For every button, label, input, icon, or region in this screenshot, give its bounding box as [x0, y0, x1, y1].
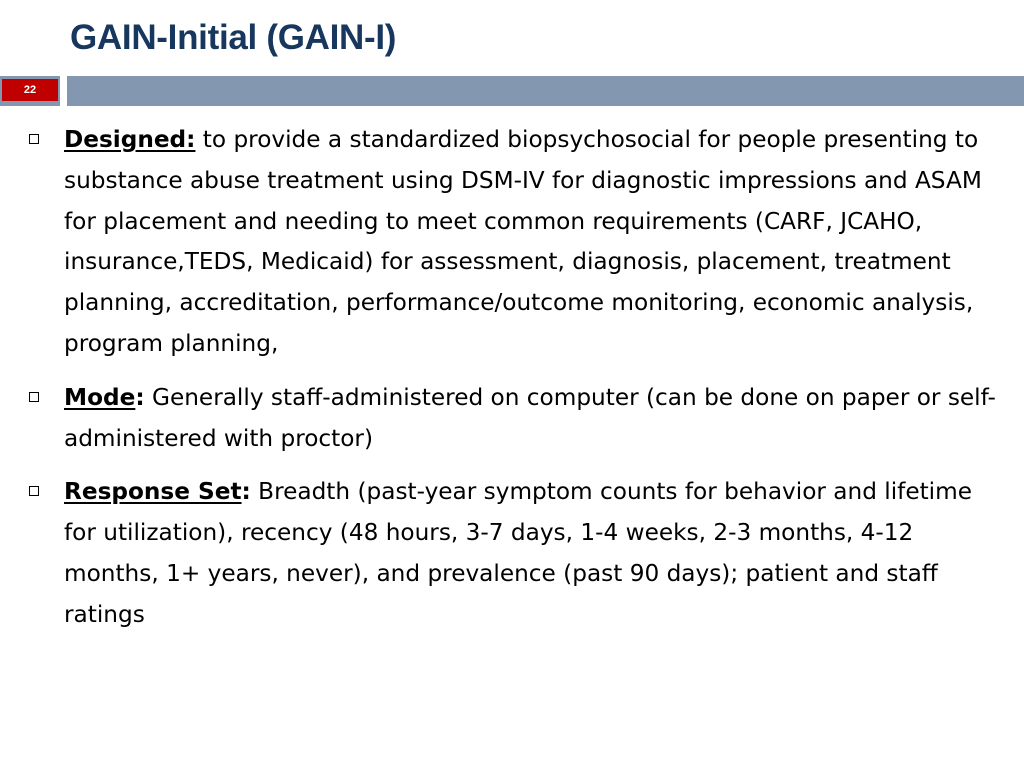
header-rule [0, 76, 1024, 106]
hollow-square-bullet-icon [29, 486, 39, 496]
slide-title: GAIN-Initial (GAIN-I) [70, 18, 397, 57]
bullet-list [28, 120, 1003, 649]
hollow-square-bullet-icon [29, 392, 39, 402]
bullet-colon: : [135, 383, 145, 411]
header-rule-left [0, 76, 60, 106]
bullet-text: Generally staff-administered on computer (can be done on paper or self-administered with proctor) [64, 383, 996, 452]
bullet-term: Response Set [64, 478, 242, 506]
hollow-square-bullet-icon [29, 134, 39, 144]
bullet-colon: : [241, 478, 251, 506]
bullet-term: Designed: [64, 126, 196, 153]
bullet-designed [28, 120, 1003, 365]
bullet-text: to provide a standardized biopsychosocial for people presenting to substance abuse treatment using DSM-IV for diagnostic impressions and ASAM for placement and needing to meet common requirements (CARF, JCAHO, insurance,TEDS, Medicaid) for assessment, diagnosis, placement, treatment planning, accreditation, performance/outcome monitoring, economic analysis, program planning, [64, 126, 982, 357]
bullet-response-set [28, 472, 1003, 635]
bullet-mode [28, 378, 1003, 460]
bullet-term: Mode [64, 383, 136, 411]
slide-number: 22 [2, 79, 58, 101]
header-rule-right [67, 76, 1024, 106]
bullet-text: Breadth (past-year symptom counts for behavior and lifetime for utilization), recency (48 hours, 3-7 days, 1-4 weeks, 2-3 months, 4-12 months, 1+ years, never), and prevalence (past 90 days); patient and staff ratings [64, 478, 972, 628]
